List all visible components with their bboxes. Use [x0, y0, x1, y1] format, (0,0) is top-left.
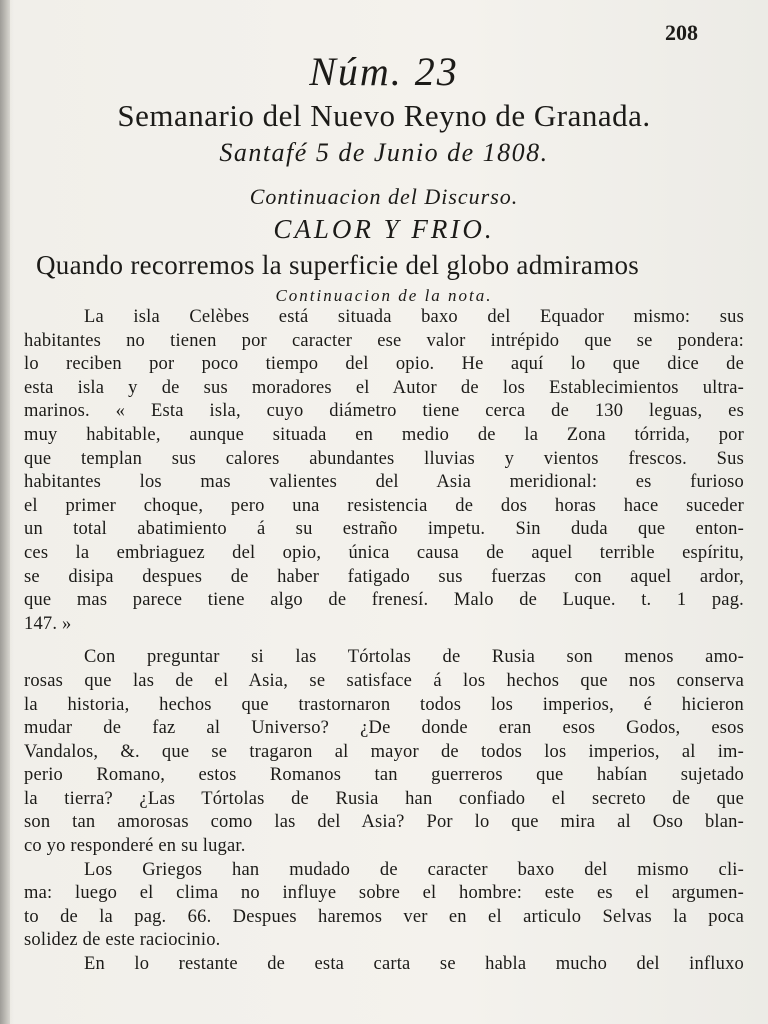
publication-title: Semanario del Nuevo Reyno de Granada.	[117, 98, 651, 133]
paragraph-1-line: el primer choque, pero una resistencia de dos horas hace suceder	[24, 495, 744, 516]
dateline: Santafé 5 de Junio de 1808.	[219, 138, 549, 167]
paragraph-2-line: la historia, hechos que trastornaron todos los imperios, é hicieron	[24, 694, 744, 715]
continuation-note: Continuacion de la nota.	[275, 286, 493, 305]
paragraph-1-line: se disipa despues de haber fatigado sus fuerzas con aquel ardor,	[24, 566, 744, 587]
paragraph-3-line: solidez de este raciocinio.	[24, 930, 221, 951]
issue-number: Núm. 23	[309, 49, 459, 94]
paragraph-2-line: Vandalos, &. que se tragaron al mayor de todos los imperios, al im-	[24, 741, 744, 762]
paragraph-1-line: habitantes los mas valientes del Asia meridional: es furioso	[24, 472, 744, 493]
paragraph-1-line: muy habitable, aunque situada en medio de la Zona tórrida, por	[24, 424, 744, 445]
paragraph-1-line: 147. »	[24, 613, 72, 634]
paragraph-1-line: que templan sus calores abundantes lluvias y vientos frescos. Sus	[24, 448, 744, 469]
section-title: CALOR Y FRIO.	[273, 214, 495, 244]
page-number: 208	[665, 20, 698, 45]
paragraph-1-line: habitantes no tienen por caracter ese valor intrépido que se pondera:	[24, 330, 744, 351]
paragraph-2-line: co yo responderé en su lugar.	[24, 836, 246, 857]
lead-line: Quando recorremos la superficie del globo admiramos	[36, 250, 640, 280]
continuation-title: Continuacion del Discurso.	[249, 184, 519, 209]
paragraph-3-line: to de la pag. 66. Despues haremos ver en el articulo Selvas la poca	[24, 906, 744, 927]
paragraph-2-line: perio Romano, estos Romanos tan guerreros que habían sujetado	[24, 765, 744, 786]
paragraph-1-line: marinos. « Esta isla, cuyo diámetro tiene cerca de 130 leguas, es	[24, 401, 744, 422]
paragraph-1-line: que mas parece tiene algo de frenesí. Malo de Luque. t. 1 pag.	[24, 590, 744, 611]
paragraph-1-line: esta isla y de sus moradores el Autor de los Establecimientos ultra-	[24, 377, 744, 398]
paragraph-2-line: son tan amorosas como las del Asia? Por lo que mira al Oso blan-	[24, 812, 744, 833]
paragraph-1-line: un total abatimiento á su estraño impetu. Sin duda que enton-	[24, 519, 744, 540]
paragraph-2-line: la tierra? ¿Las Tórtolas de Rusia han confiado el secreto de que	[24, 788, 744, 809]
paragraph-2-line: mudar de faz al Universo? ¿De donde eran esos Godos, esos	[24, 718, 744, 739]
paragraph-3-line: ma: luego el clima no influye sobre el hombre: este es el argumen-	[24, 883, 744, 904]
paragraph-1-line: La isla Celèbes está situada baxo del Equador mismo: sus	[84, 307, 744, 327]
body-text	[24, 306, 744, 977]
paragraph-1-line: lo reciben por poco tiempo del opio. He aquí lo que dice de	[24, 354, 744, 375]
paragraph-4-line: En lo restante de esta carta se habla mucho del influxo	[84, 954, 744, 975]
paragraph-2-line: Con preguntar si las Tórtolas de Rusia son menos amo-	[84, 647, 744, 668]
paragraph-3-line: Los Griegos han mudado de caracter baxo del mismo cli-	[84, 859, 744, 880]
paragraph-1-line: ces la embriaguez del opio, única causa de aquel terrible espíritu,	[24, 542, 744, 563]
paragraph-gap	[24, 636, 744, 646]
paragraph-2-line: rosas que las de el Asia, se satisface á los hechos que nos conserva	[24, 670, 744, 691]
